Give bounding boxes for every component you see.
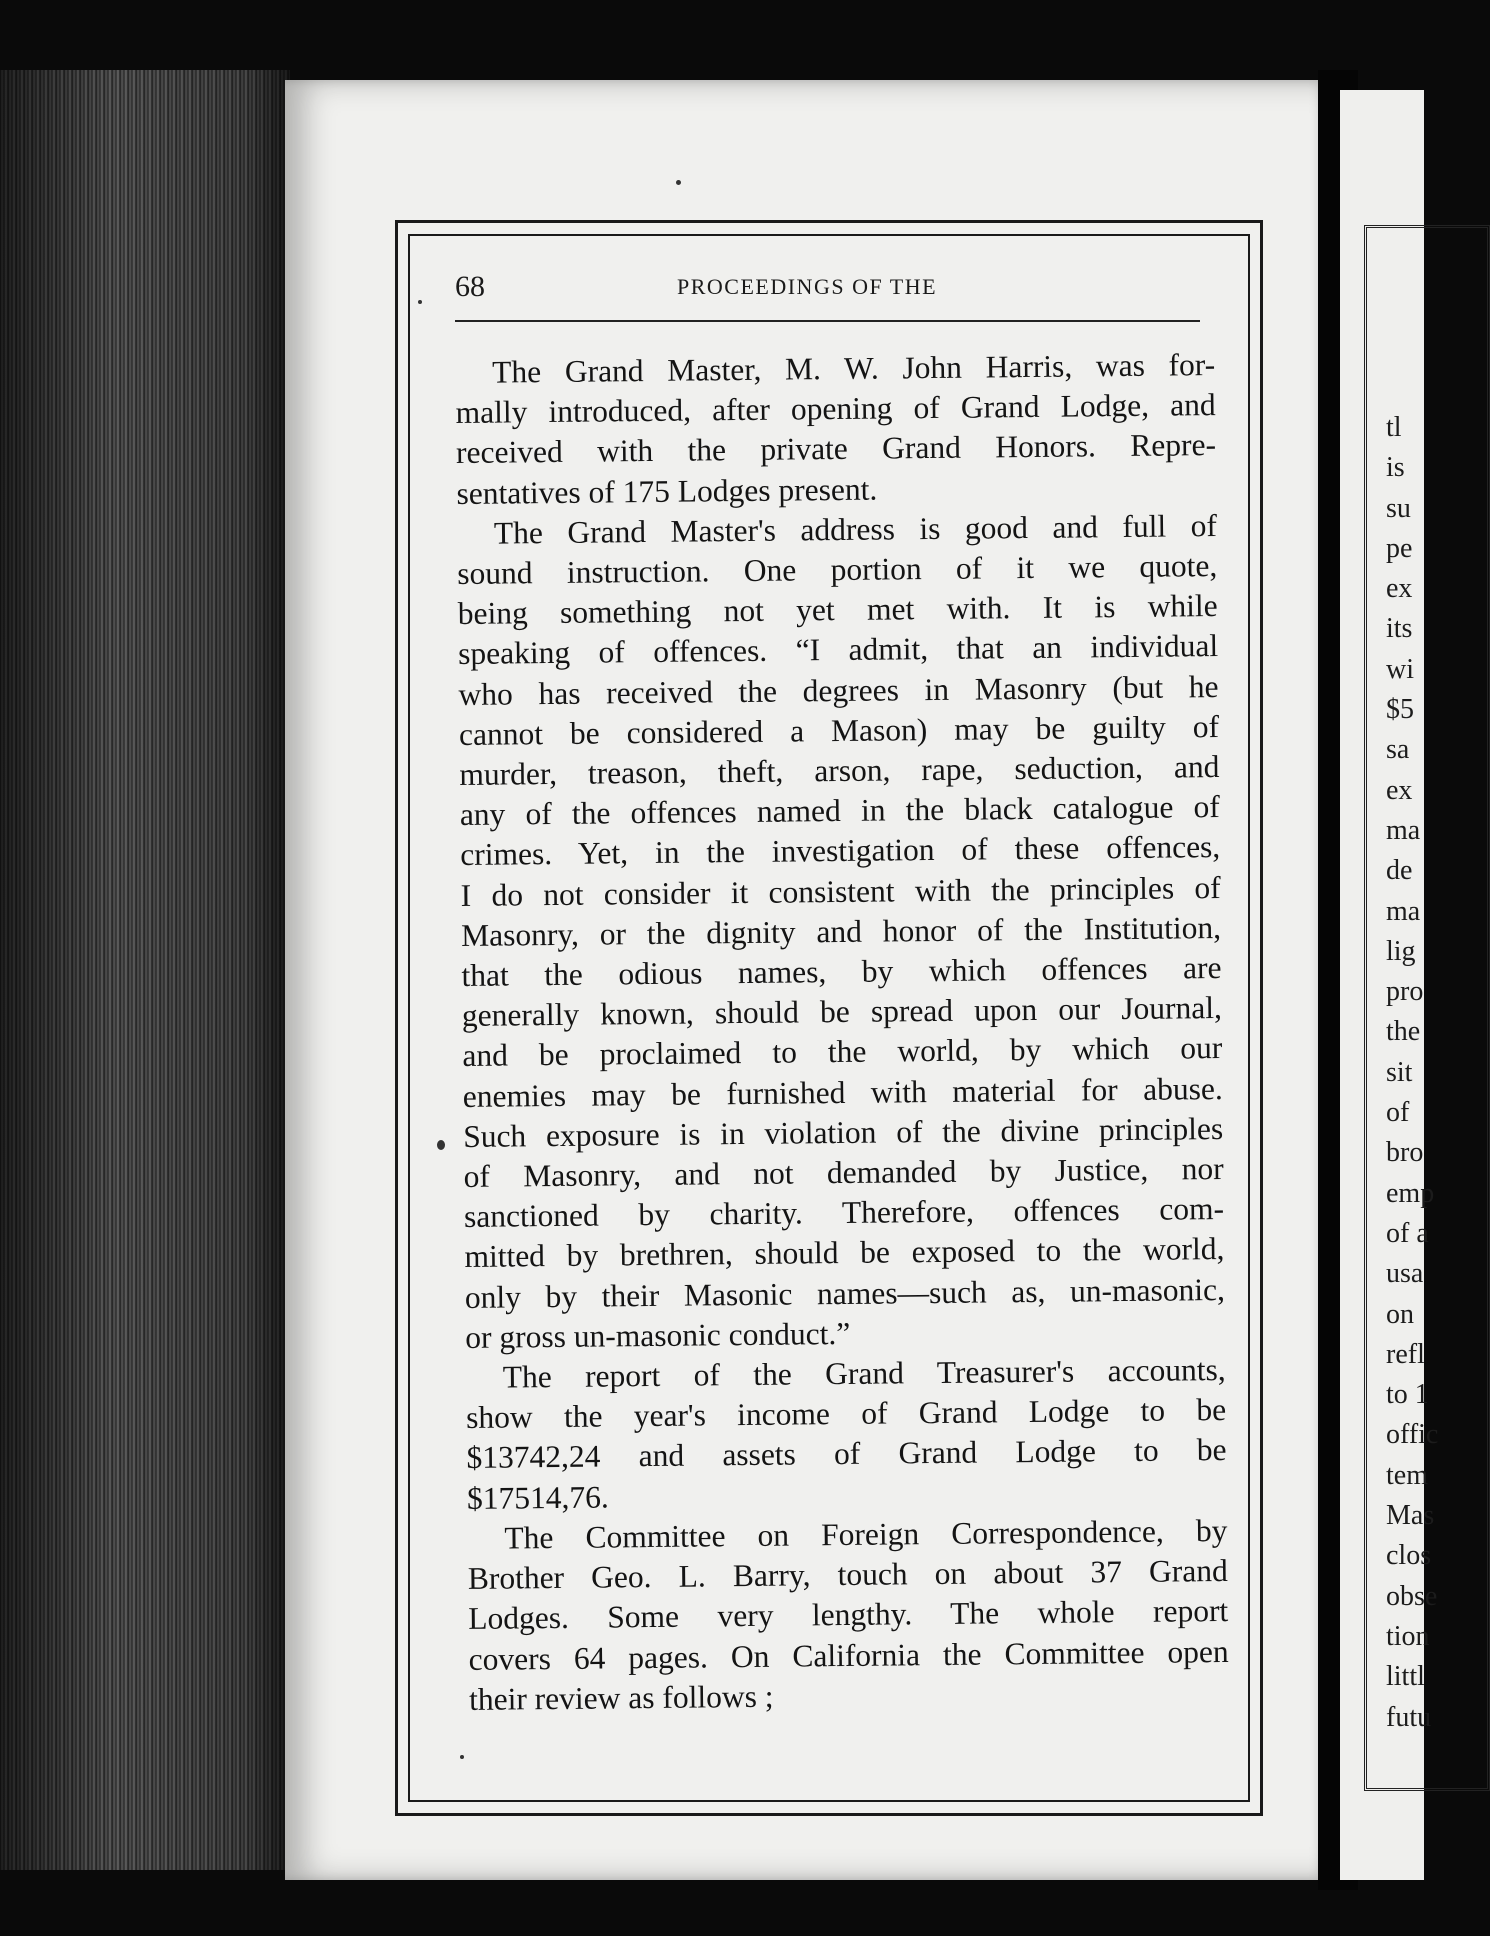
next-page-fragment: refl — [1386, 1338, 1425, 1370]
ink-speck — [676, 180, 681, 185]
next-page-fragment: usa — [1386, 1258, 1424, 1290]
text-line: The Grand Master, M. W. John Harris, was for- — [492, 347, 1216, 390]
text-line: crimes. Yet, in the investigation of these offences, — [460, 829, 1221, 873]
text-line: generally known, should be spread upon our Journal, — [461, 990, 1223, 1034]
text-line: cannot be considered a Mason) may be guilty of — [458, 708, 1220, 752]
next-page-fragment: pro — [1386, 976, 1424, 1008]
text-line: enemies may be furnished with material for abuse. — [462, 1070, 1223, 1114]
text-line: of Masonry, and not demanded by Justice, nor — [463, 1151, 1224, 1195]
text-line: The report of the Grand Treasurer's accounts, — [502, 1352, 1226, 1395]
text-line: murder, treason, theft, arson, rape, seduction, and — [459, 749, 1220, 793]
next-page-fragment: sit — [1386, 1056, 1413, 1088]
next-page-fragment: de — [1386, 855, 1413, 887]
next-page-fragment: on — [1386, 1298, 1414, 1330]
next-page-fragment: sa — [1386, 734, 1410, 766]
text-line: any of the offences named in the black catalogue of — [459, 789, 1220, 833]
next-page-fragment: ex — [1386, 774, 1413, 806]
next-page-fragment: tl — [1386, 412, 1402, 443]
next-page-fragment: ma — [1386, 814, 1421, 846]
page-number: 68 — [455, 270, 485, 303]
ink-speck — [437, 1140, 445, 1150]
text-line: that the odious names, by which offences are — [461, 950, 1222, 994]
next-page-fragment: obse — [1386, 1580, 1438, 1612]
text-line: or gross un-masonic conduct.” — [465, 1315, 851, 1355]
text-line: Lodges. Some very lengthy. The whole report — [468, 1593, 1229, 1637]
text-line: sound instruction. One portion of it we quote, — [457, 548, 1218, 592]
next-page-fragment: its — [1386, 613, 1413, 645]
next-page-fragment: is — [1386, 452, 1405, 484]
next-page-fragment: pe — [1386, 532, 1413, 564]
next-page-fragment: lig — [1386, 935, 1416, 967]
text-line: $17514,76. — [466, 1479, 609, 1516]
next-page-fragment: futu — [1386, 1701, 1432, 1733]
running-head: PROCEEDINGS OF THE — [677, 274, 938, 299]
next-page-fragment: su — [1386, 492, 1411, 524]
text-line: mitted by brethren, should be exposed to the world, — [464, 1231, 1225, 1275]
next-page-fragment: wi — [1386, 653, 1414, 685]
next-page-fragment: offic — [1386, 1419, 1439, 1451]
text-line: show the year's income of Grand Lodge to be — [465, 1392, 1227, 1436]
next-page-fragment: tem — [1386, 1459, 1428, 1491]
next-page-fragment: to 1 — [1386, 1379, 1429, 1411]
text-line: mally introduced, after opening of Grand Lodge, and — [455, 387, 1216, 431]
next-page-text — [1386, 408, 1438, 1738]
text-line: their review as follows ; — [468, 1678, 774, 1717]
next-page-fragment: littl — [1386, 1661, 1425, 1693]
next-page-fragment: bro — [1386, 1137, 1424, 1169]
next-page-fragment: tion — [1386, 1620, 1430, 1652]
text-line: received with the private Grand Honors. Repre- — [455, 427, 1217, 471]
next-page-fragment: of a — [1386, 1217, 1429, 1249]
ink-speck — [418, 300, 422, 304]
ink-speck — [460, 1755, 464, 1759]
next-page-fragment: of — [1386, 1097, 1410, 1129]
text-line: who has received the degrees in Masonry (but he — [458, 668, 1219, 712]
next-page-fragment: the — [1386, 1016, 1421, 1048]
next-page — [1340, 90, 1439, 1880]
text-line: Masonry, or the dignity and honor of the Institution, — [460, 909, 1222, 953]
next-page-fragment: ex — [1386, 573, 1413, 605]
text-line: Brother Geo. L. Barry, touch on about 37 Grand — [467, 1553, 1228, 1597]
text-line: sanctioned by charity. Therefore, offences com- — [463, 1191, 1225, 1235]
text-line: covers 64 pages. On California the Committee open — [468, 1633, 1229, 1677]
text-line: and be proclaimed to the world, by which our — [462, 1030, 1223, 1074]
next-page-fragment: $5 — [1386, 694, 1414, 726]
text-line: The Grand Master's address is good and full of — [493, 507, 1218, 551]
text-line: being something not yet met with. It is while — [457, 588, 1218, 632]
text-line: only by their Masonic names—such as, un-masonic, — [464, 1271, 1226, 1315]
next-page-fragment: ma — [1386, 895, 1421, 927]
book-page-edges — [0, 70, 290, 1870]
page-header — [455, 270, 1200, 322]
next-page-fragment: Mas — [1386, 1500, 1435, 1532]
next-page-fragment: emp — [1386, 1177, 1435, 1209]
text-line: sentatives of 175 Lodges present. — [456, 471, 878, 511]
text-line: speaking of offences. “I admit, that an individual — [457, 628, 1219, 672]
text-line: $13742,24 and assets of Grand Lodge to be — [466, 1432, 1227, 1476]
next-page-fragment: clos — [1386, 1540, 1432, 1572]
text-line: I do not consider it consistent with the principles of — [460, 869, 1221, 913]
body-text — [455, 345, 1229, 1720]
text-line: Such exposure is in violation of the divine principles — [463, 1110, 1224, 1154]
text-line: The Committee on Foreign Correspondence, by — [504, 1512, 1228, 1556]
